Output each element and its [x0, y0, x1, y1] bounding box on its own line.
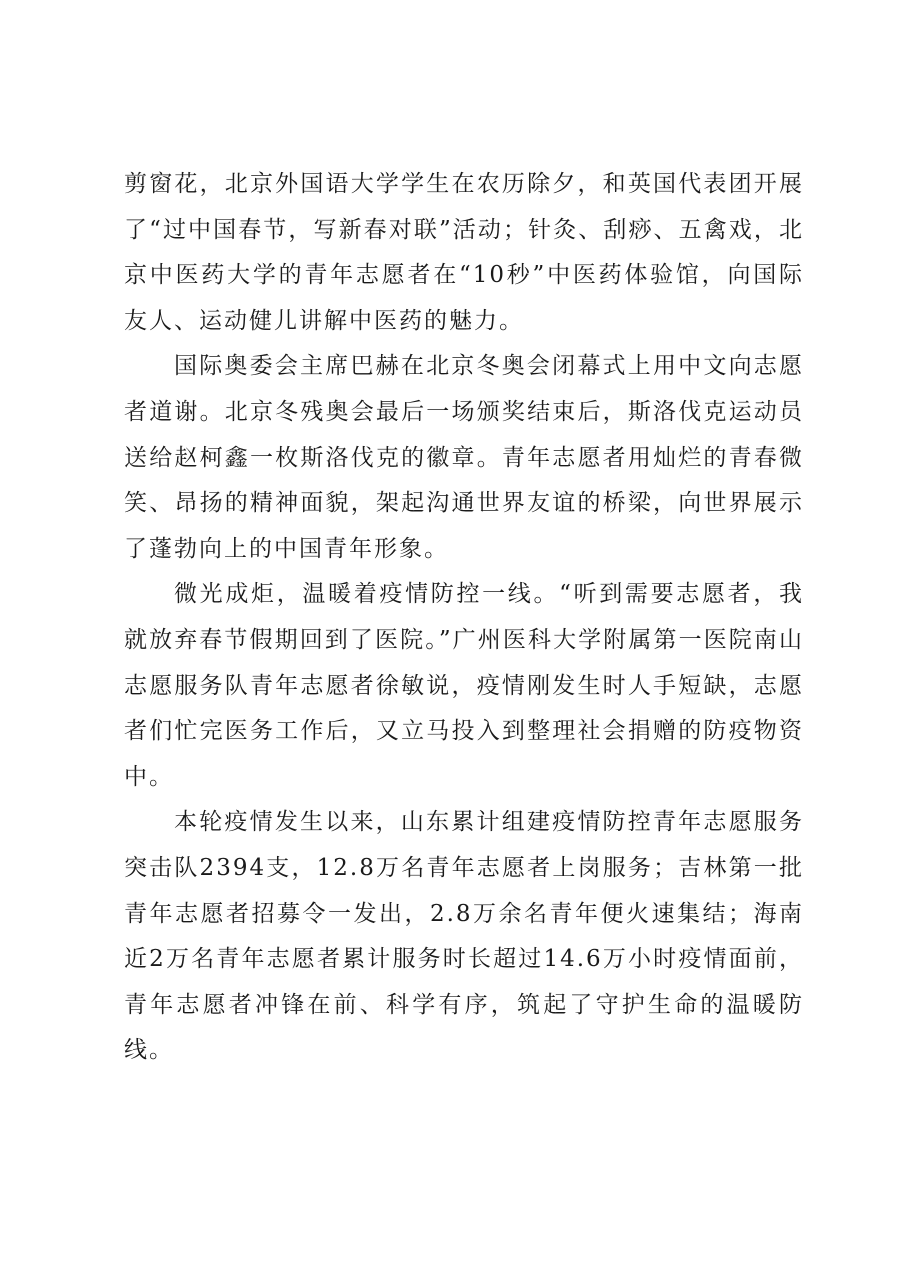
paragraph-4: 本轮疫情发生以来，山东累计组建疫情防控青年志愿服务突击队2394支，12.8万名青年志愿者上岗服务；吉林第一批青年志愿者招募令一发出，2.8万余名青年便火速集结；海南近2万名青年志愿者累计服务时长超过14.6万小时疫情面前，青年志愿者冲锋在前、科学有序，筑起了守护生命的温暖防线。 — [124, 809, 804, 1064]
paragraph-3: 微光成炬，温暖着疫情防控一线。“听到需要志愿者，我就放弃春节假期回到了医院。”广州医科大学附属第一医院南山志愿服务队青年志愿者徐敏说，疫情刚发生时人手短缺，志愿者们忙完医务工作后，又立马投入到整理社会捐赠的防疫物资中。 — [124, 581, 804, 790]
paragraph-2: 国际奥委会主席巴赫在北京冬奥会闭幕式上用中文向志愿者道谢。北京冬残奥会最后一场颁奖结束后，斯洛伐克运动员送给赵柯鑫一枚斯洛伐克的徽章。青年志愿者用灿烂的青春微笑、昂扬的精神面貌，架起沟通世界友谊的桥梁，向世界展示了蓬勃向上的中国青年形象。 — [124, 353, 804, 562]
document-body — [124, 162, 804, 1074]
paragraph-1: 剪窗花，北京外国语大学学生在农历除夕，和英国代表团开展了“过中国春节，写新春对联”活动；针灸、刮痧、五禽戏，北京中医药大学的青年志愿者在“10秒”中医药体验馆，向国际友人、运动健儿讲解中医药的魅力。 — [124, 171, 804, 334]
